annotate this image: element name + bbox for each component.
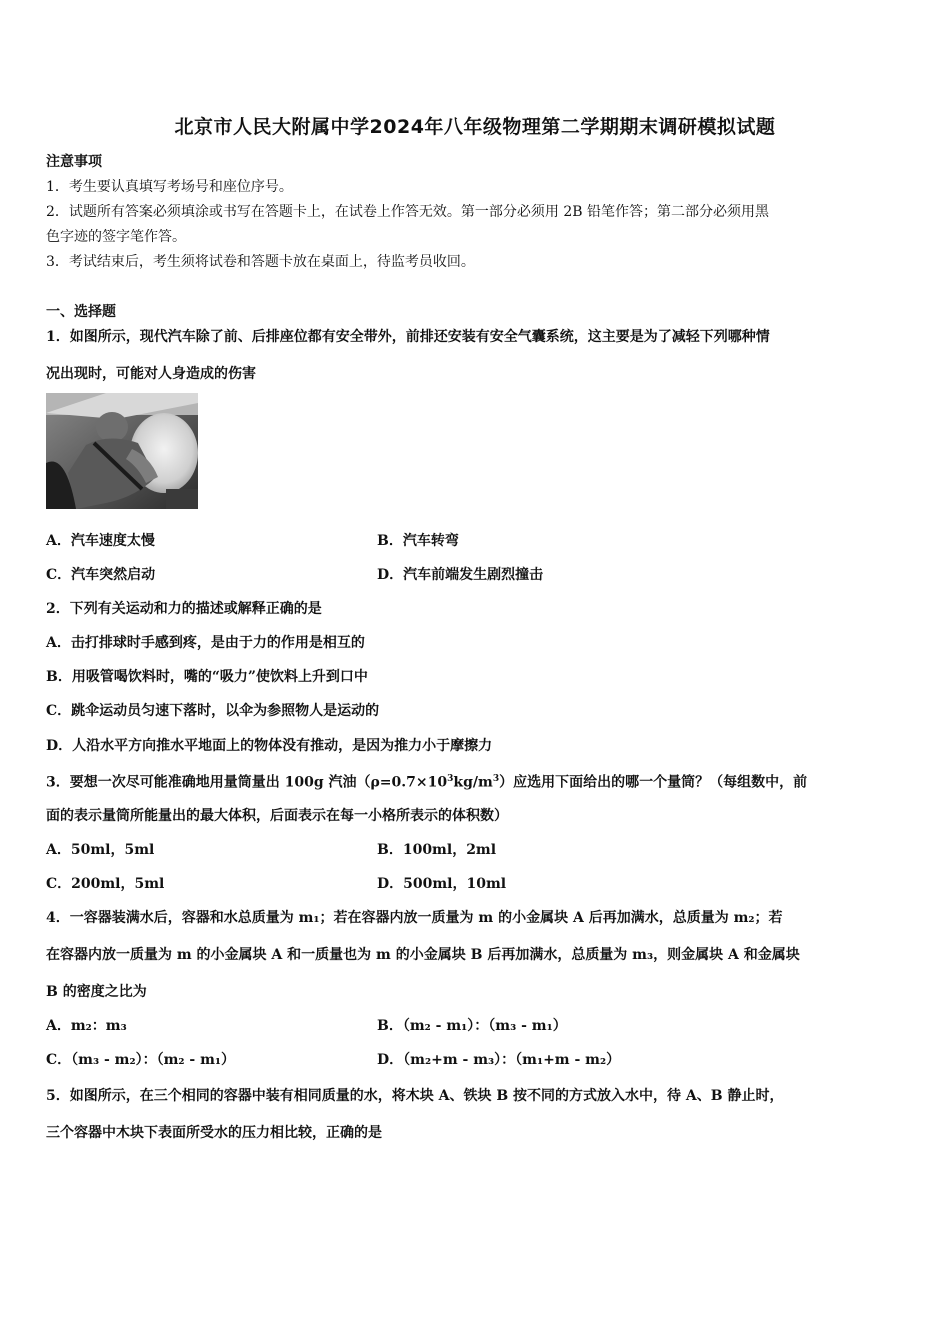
- notice-item: 1．考生要认真填写考场号和座位序号。: [46, 179, 293, 195]
- q4-option-c: C．（m₃ - m₂）：（m₂ - m₁）: [46, 1052, 236, 1068]
- q3-stem: 3．要想一次尽可能准确地用量筒量出 100g 汽油$(\rho=0.7\times 10^3kg/m^3)$应选用下面给出的哪一个量筒？（每组数中，前: [46, 774, 808, 791]
- notice-item: 3．考试结束后，考生须将试卷和答题卡放在桌面上，待监考员收回。: [46, 254, 475, 270]
- q5-stem: 三个容器中木块下表面所受水的压力相比较，正确的是: [46, 1125, 382, 1141]
- q3-option-d: D．500ml，10ml: [377, 876, 507, 892]
- q3-option-b: B．100ml，2ml: [377, 842, 497, 858]
- q4-option-b: B．（m₂ - m₁）：（m₃ - m₁）: [377, 1018, 567, 1034]
- q2-option-c: C．跳伞运动员匀速下落时，以伞为参照物人是运动的: [46, 703, 380, 719]
- q1-option-b: B．汽车转弯: [377, 533, 459, 549]
- q4-stem: B 的密度之比为: [46, 984, 147, 1000]
- q2-stem: 2．下列有关运动和力的描述或解释正确的是: [46, 601, 322, 617]
- notice-heading: 注意事项: [46, 154, 102, 170]
- page-title: 北京市人民大附属中学2024年八年级物理第二学期期末调研模拟试题: [174, 116, 776, 138]
- airbag-photo: [46, 393, 198, 509]
- q4-stem: 在容器内放一质量为 m 的小金属块 A 和一质量也为 m 的小金属块 B 后再加满水，总质量为 m₃，则金属块 A 和金属块: [46, 947, 800, 963]
- q2-option-b: B．用吸管喝饮料时，嘴的“吸力”使饮料上升到口中: [46, 669, 368, 685]
- q2-option-d: D．人沿水平方向推水平地面上的物体没有推动，是因为推力小于摩擦力: [46, 738, 493, 754]
- notice-item: 色字迹的签字笔作答。: [46, 229, 186, 245]
- q3-stem: 面的表示量筒所能量出的最大体积，后面表示在每一小格所表示的体积数）: [46, 808, 508, 824]
- section-heading: 一、选择题: [46, 304, 116, 320]
- q1-option-a: A．汽车速度太慢: [46, 533, 155, 549]
- q5-stem: 5．如图所示，在三个相同的容器中装有相同质量的水，将木块 A、铁块 B 按不同的方式放入水中，待 A、B 静止时，: [46, 1088, 784, 1104]
- q4-stem: 4．一容器装满水后，容器和水总质量为 m₁；若在容器内放一质量为 m 的小金属块 A 后再加满水，总质量为 m₂；若: [46, 910, 783, 926]
- notice-item: 2．试题所有答案必须填涂或书写在答题卡上，在试卷上作答无效。第一部分必须用 2B 铅笔作答；第二部分必须用黑: [46, 204, 769, 220]
- q1-stem: 1．如图所示，现代汽车除了前、后排座位都有安全带外，前排还安装有安全气囊系统，这主要是为了减轻下列哪种情: [46, 329, 770, 345]
- q3-option-c: C．200ml，5ml: [46, 876, 165, 892]
- q1-option-d: D．汽车前端发生剧烈撞击: [377, 567, 544, 583]
- q4-option-d: D．（m₂+m - m₃）：（m₁+m - m₂）: [377, 1052, 621, 1068]
- q2-option-a: A．击打排球时手感到疼，是由于力的作用是相互的: [46, 635, 365, 651]
- q3-option-a: A．50ml，5ml: [46, 842, 155, 858]
- q1-stem: 况出现时，可能对人身造成的伤害: [46, 366, 256, 382]
- q1-option-c: C．汽车突然启动: [46, 567, 156, 583]
- q4-option-a: A．m₂：m₃: [46, 1018, 127, 1034]
